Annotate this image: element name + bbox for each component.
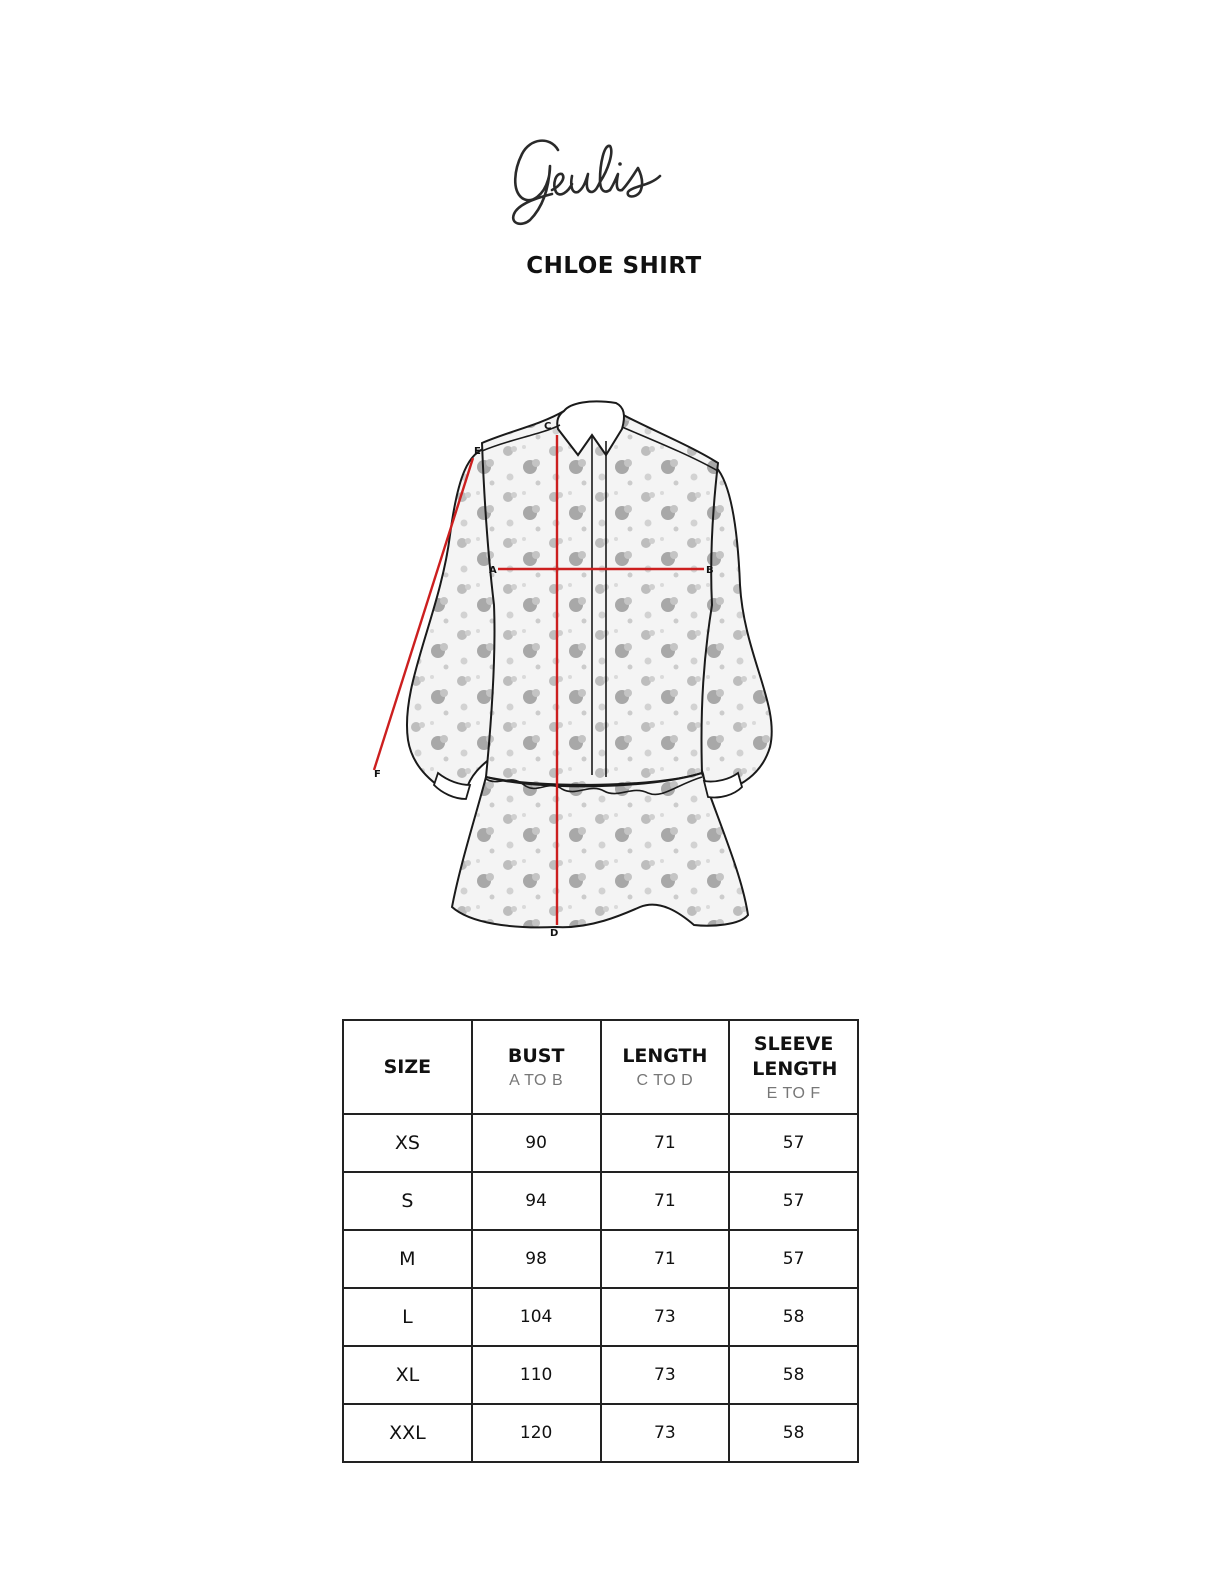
table-row <box>343 1114 858 1172</box>
cell-sleeve: 57 <box>729 1230 858 1288</box>
cell-size: S <box>343 1172 472 1230</box>
header-sleeve-length: SLEEVE LENGTH E TO F <box>729 1020 858 1114</box>
point-label-b: B <box>706 565 714 576</box>
table-row <box>343 1288 858 1346</box>
cell-bust: 104 <box>472 1288 601 1346</box>
cell-length: 71 <box>601 1172 730 1230</box>
shirt-body <box>482 411 718 785</box>
brand-logo-script <box>500 128 670 228</box>
point-label-a: A <box>489 565 497 576</box>
size-chart-header-row <box>343 1020 858 1114</box>
cell-sleeve: 57 <box>729 1114 858 1172</box>
point-label-c: C <box>544 421 552 432</box>
table-row <box>343 1230 858 1288</box>
cell-length: 71 <box>601 1114 730 1172</box>
table-row <box>343 1172 858 1230</box>
cell-bust: 120 <box>472 1404 601 1462</box>
point-label-f: F <box>374 769 381 780</box>
cell-length: 71 <box>601 1230 730 1288</box>
garment-diagram <box>360 395 760 940</box>
header-size: SIZE <box>343 1020 472 1114</box>
table-row <box>343 1404 858 1462</box>
header-bust: BUST A TO B <box>472 1020 601 1114</box>
cell-length: 73 <box>601 1288 730 1346</box>
shirt-illustration <box>360 395 760 940</box>
cell-sleeve: 58 <box>729 1346 858 1404</box>
cell-bust: 110 <box>472 1346 601 1404</box>
cell-length: 73 <box>601 1346 730 1404</box>
cell-size: XS <box>343 1114 472 1172</box>
cell-size: XL <box>343 1346 472 1404</box>
cell-sleeve: 58 <box>729 1288 858 1346</box>
cell-size: XXL <box>343 1404 472 1462</box>
cell-bust: 98 <box>472 1230 601 1288</box>
cell-bust: 90 <box>472 1114 601 1172</box>
header-length: LENGTH C TO D <box>601 1020 730 1114</box>
cell-size: M <box>343 1230 472 1288</box>
brand-logo <box>500 128 670 228</box>
point-label-d: D <box>550 928 559 939</box>
cell-sleeve: 57 <box>729 1172 858 1230</box>
size-chart-table <box>342 1019 859 1463</box>
table-row <box>343 1346 858 1404</box>
cell-bust: 94 <box>472 1172 601 1230</box>
point-label-e: E <box>474 446 481 457</box>
cell-length: 73 <box>601 1404 730 1462</box>
shirt-peplum <box>452 773 748 927</box>
cell-size: L <box>343 1288 472 1346</box>
cell-sleeve: 58 <box>729 1404 858 1462</box>
product-title: CHLOE SHIRT <box>526 253 702 279</box>
